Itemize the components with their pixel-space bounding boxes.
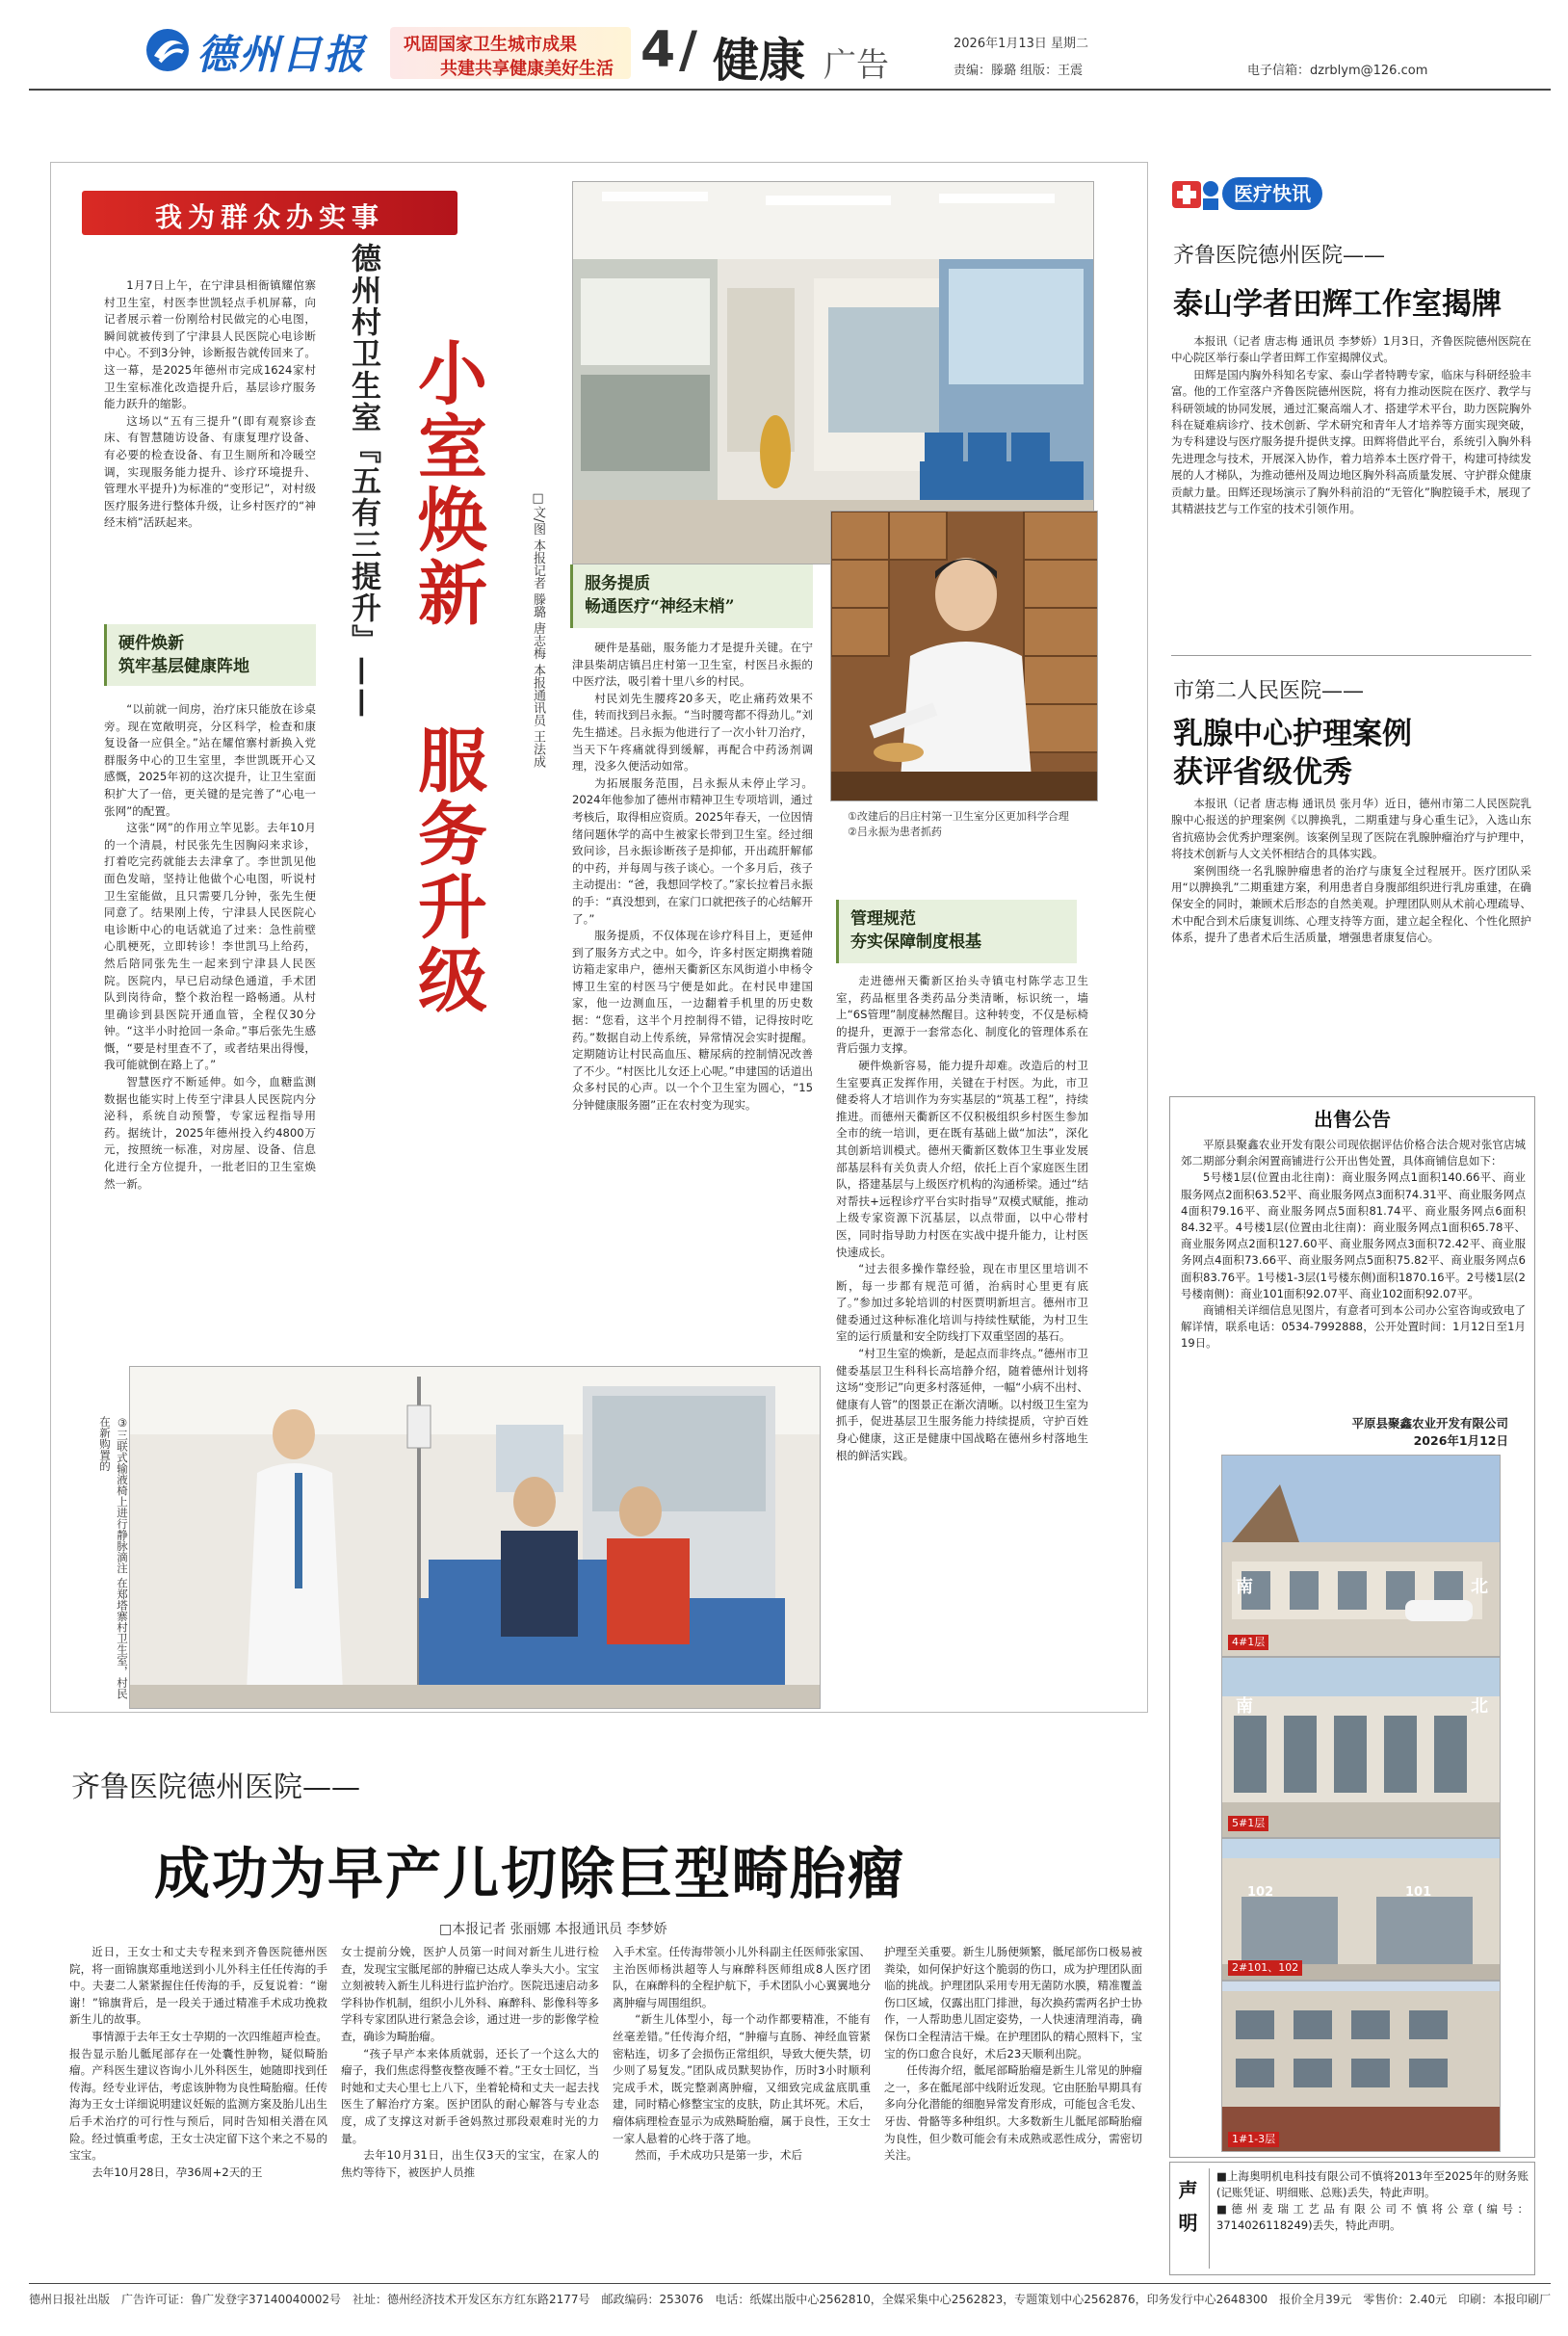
- notice-body: [1216, 2168, 1529, 2234]
- feature-byline: □文/图 本报记者 滕璐 唐志梅 本报通讯员 王法成: [531, 491, 545, 769]
- south-label: 南: [1236, 1696, 1253, 1717]
- shop-photo-building5: [1221, 1657, 1501, 1838]
- medical-news-icon: [1170, 175, 1220, 214]
- section1-body: [104, 701, 316, 1333]
- shop-photo-building4: [1221, 1455, 1501, 1657]
- feature-title-b: 服务升级: [406, 724, 487, 1017]
- doctor-dispensing-photo: [830, 511, 1098, 801]
- section2-heading-line1: 服务提质: [585, 574, 650, 593]
- section3-heading-line1: 管理规范: [850, 909, 916, 929]
- infusion-chair-photo: [129, 1366, 821, 1709]
- shop-number-101: 101: [1405, 1885, 1432, 1900]
- section2-paragraph: 村民刘先生腰疼20多天，吃止痛药效果不佳，转而找到吕永振。“当时腰弯都不得劲儿。”刘先生描述。吕永振为他进行了一次小针刀治疗，当天下午疼痛就得到缓解，再配合中药汤剂调理，没多久便活动如常。: [572, 691, 813, 774]
- shop-photo-building1: [1221, 1981, 1501, 2152]
- bottom-paragraph: “新生儿体型小，每一个动作都要精准，不能有丝毫差错。”任传海介绍，“肿瘤与直肠、神经血管紧密粘连，切多了会损伤正常组织，导致大便失禁，切少则了易复发。”团队成员默契协作，历时3小时顺利完成手术，既完整剥离肿瘤，又细致完成盆底肌重建，同时精心修整宝宝的皮肤，防止其坏死。术后，瘤体病理检查显示为成熟畸胎瘤，属于良性，王女士一家人悬着的心终于落了地。: [613, 2012, 871, 2145]
- news1-body: [1171, 333, 1531, 653]
- intro-column: [104, 277, 316, 586]
- section1-paragraph: 智慧医疗不断延伸。如今，血糖监测数据也能实时上传至宁津县人民医院内分泌科，系统自动预警，专家远程指导用药。据统计，2025年德州投入约4800万元，按照统一标准，对房屋、设备、信息化进行全方位提升，一批老旧的卫生室焕然一新。: [104, 1075, 316, 1191]
- section1-paragraph: 这张“网”的作用立竿见影。去年10月的一个清晨，村民张先生因胸闷来求诊，打着吃完药就能去去津拿了。李世凯见他面色发暗，坚持让他做个心电图，听说村卫生室能做，且只需要几分钟，张先生便同意了。结果刚上传，宁津县人民医院心电诊断中心的电话就追了过来：急性前壁心肌梗死，立即转诊！李世凯马上给药，然后陪同张先生一起来到宁津县人民医院。医院内，早已启动绿色通道，手术团队到岗待命，整个救治程一路畅通。从村里确诊到县医院开通血管，全程仅30分钟。“这半小时抢回一条命。”事后张先生感慨，“要是村里查不了，或者结果出得慢，我可能就倒在路上了。”: [104, 821, 316, 1072]
- page-separator: /: [679, 21, 697, 79]
- sale-paragraph: 平原县聚鑫农业开发有限公司现依据评估价格合法合规对张官店城郊二期部分剩余闲置商铺进行公开出售处置，具体商铺信息如下：: [1181, 1138, 1526, 1168]
- photo-caption-line2: ②吕永振为患者抓药: [848, 826, 942, 839]
- section2-heading-line2: 畅通医疗“神经末梢”: [585, 597, 735, 617]
- feature-kicker: 德州村卫生室『五有三提升』——: [346, 243, 380, 720]
- section3-body: [836, 973, 1088, 1699]
- section2-paragraph: 服务提质，不仅体现在诊疗科目上，更延伸到了服务方式之中。如今，许多村医定期携着随访箱走家串户，德州天衢新区东风街道小申杨令博卫生室的村医马宁便是如此。在村民申建国家，他一边测血压，一边翻着手机里的历史数据：“您看，这半个月控制得不错，记得按时吃药。”数据自动上传系统，异常情况会实时提醒。定期随访让村民高血压、糖尿病的控制情况改善了不少。“村医比儿女还上心呢。”申建国的话道出众多村民的心声。以一个个卫生室为圆心，“15分钟健康服务圈”正在农村变为现实。: [572, 929, 813, 1113]
- news-label: [1222, 177, 1322, 210]
- news1-paragraph: 田辉是国内胸外科知名专家、泰山学者特聘专家，临床与科研经验丰富。他的工作室落户齐鲁医院德州医院，将有力推动医院在医疗、教学与科研领域的协同发展，通过汇聚高端人才、搭建学术平台，助力医院胸外科在疑难病诊疗、技术创新、学术研究和青年人才培养等方面实现突破，为专科建设与医疗服务提升提供支撑。田辉将借此平台，系统引入胸外科先进理念与技术，开展深入协作，着力培养本土医疗骨干，构建可持续发展的人才梯队，为推动德州及周边地区胸外科高质量发展、守护群众健康贡献力量。田辉还现场演示了胸外科前沿的“无管化”胸腔镜手术，展现了其精湛技艺与工作室的技术引领作用。: [1171, 367, 1531, 516]
- slogan-line-1: 巩固国家卫生城市成果: [404, 35, 577, 55]
- section1-heading-line1: 硬件焕新: [118, 634, 184, 653]
- editor-credit: 责编：滕璐 组版：王震: [954, 64, 1084, 78]
- notice-label: 声明: [1175, 2180, 1198, 2245]
- photo-tag: 2#101、102: [1228, 1960, 1302, 1976]
- section1-heading-line2: 筑牢基层健康阵地: [118, 657, 249, 676]
- section3-paragraph: “村卫生室的焕新，是起点而非终点。”德州市卫健委基层卫生科科长高培静介绍，随着德州计划将这场“变形记”向更多村落延伸，一幅“小病不出村、健康有人管”的图景正在渐次清晰。以村级卫生室为抓手，促进基层卫生服务能力持续提质，守护百姓身心健康，这正是健康中国战略在德州乡村落地生根的鲜活实践。: [836, 1347, 1088, 1462]
- shop-photo-building2: [1221, 1838, 1501, 1981]
- notice-line: ■上海奥明机电科技有限公司不慎将2013年至2025年的财务账(记账凭证、明细账、总账)丢失，特此声明。: [1216, 2169, 1529, 2199]
- bottom-paragraph: 去年10月28日，孕36周+2天的王: [91, 2165, 263, 2179]
- logo-emblem-icon: [144, 27, 191, 73]
- north-label: 北: [1471, 1696, 1488, 1717]
- bottom-paragraph: 事情源于去年王女士孕期的一次四维超声检查。报告显示胎儿骶尾部存在一处囊性肿物，疑似畸胎瘤。产科医生建议咨询小儿外科医生，她随即找到任传海。经专业评估，考虑该肿物为良性畸胎瘤。任传海为王女士详细说明建议妊娠的监测方案及胎儿出生后手术治疗的可行性与预后，同时告知相关潜在风险。经过慎重考虑，王女士决定留下这个来之不易的宝宝。: [69, 2029, 327, 2163]
- email: 电子信箱：dzrblym@126.com: [1247, 64, 1428, 78]
- masthead: [144, 21, 1551, 89]
- sale-title: 出售公告: [1314, 1108, 1391, 1131]
- page-number: 4: [640, 21, 676, 79]
- bottom-paragraph: 入手术室。任传海带领小儿外科副主任医师张家国、主治医师杨洪超等人与麻醉科医师组成8人医疗团队，在麻醉科的全程护航下，手术团队小心翼翼地分离肿瘤与周围组织。: [613, 1945, 871, 2009]
- news1-kicker: 齐鲁医院德州医院——: [1173, 244, 1386, 268]
- bottom-byline: □本报记者 张丽娜 本报通讯员 李梦娇: [439, 1922, 667, 1937]
- bottom-kicker: 齐鲁医院德州医院——: [71, 1771, 360, 1804]
- news-label-text: 医疗快讯: [1234, 182, 1311, 205]
- bottom-paragraph: 去年10月31日，出生仅3天的宝宝，在家人的焦灼等待下，被医护人员推: [341, 2148, 599, 2179]
- news2-title-line2: 获评省级优秀: [1173, 755, 1352, 790]
- bottom-col-1: [69, 1944, 327, 2252]
- footer-imprint: 德州日报社出版 广告许可证：鲁广发登字37140040002号 社址：德州经济技术开发区东方红东路2177号 邮政编码：253076 电话：纸媒出版中心2562810，全媒采集中心2562823，专题策划中心2562876，印务发行中心2648300 报价全月39元 零售价：2.40元 印刷：本报印刷厂: [29, 2293, 1551, 2306]
- shop-number-102: 102: [1247, 1885, 1274, 1900]
- ad-mark: 广告: [823, 46, 889, 85]
- news2-kicker: 市第二人民医院——: [1173, 679, 1365, 703]
- news-label-box: [1170, 173, 1392, 216]
- section2-heading: [570, 564, 813, 628]
- intro-paragraph: 这场以“五有三提升”(即有观察诊查床、有智慧随访设备、有康复理疗设备、有必要的检查设备、有卫生厕所和冷暖空调，实现服务能力提升、诊疗环境提升、管理水平提升)为标准的“变形记”，对村级医疗服务进行整体升级，让乡村医疗的“神经末梢”活跃起来。: [104, 413, 316, 530]
- section1-paragraph: “以前就一间房，治疗床只能放在诊桌旁。现在宽敞明亮，分区科学，检查和康复设备一应俱全。”站在耀倌寨村新换入党群服务中心的卫生室里，李世凯既开心又感慨，2025年初的这次提升，让卫生室面积扩大了一倍，更关键的是完善了“心电一张网”的配置。: [104, 702, 316, 818]
- newspaper-logo: 德州日报: [196, 31, 367, 78]
- bottom-title: 成功为早产儿切除巨型畸胎瘤: [154, 1841, 906, 1906]
- footer-rule: [29, 2283, 1551, 2284]
- slogan-box: [390, 27, 631, 79]
- bottom-col-2: [341, 1944, 599, 2252]
- banner: [82, 191, 457, 235]
- bottom-paragraph: 女士提前分娩，医护人员第一时间对新生儿进行检查，发现宝宝骶尾部的肿瘤已达成人拳头大小。宝宝立刻被转入新生儿科进行监护治疗。医院迅速启动多学科协作机制，组织小儿外科、麻醉科、影像科等多学科专家团队进行紧急会诊，通过进一步的影像学检查，确诊为畸胎瘤。: [341, 1945, 599, 2043]
- news1-paragraph: 本报讯（记者 唐志梅 通讯员 李梦娇）1月3日，齐鲁医院德州医院在中心院区举行泰山学者田辉工作室揭牌仪式。: [1171, 334, 1531, 365]
- section1-heading: [104, 624, 316, 686]
- section2-paragraph: 硬件是基础，服务能力才是提升关键。在宁津县柴胡店镇吕庄村第一卫生室，村医吕永振的中医疗法，吸引着十里八乡的村民。: [572, 641, 813, 689]
- section3-paragraph: 硬件焕新容易，能力提升却难。改造后的村卫生室要真正发挥作用，关键在于村医。为此，市卫健委将人才培训作为夯实基层的“筑基工程”，持续推进。而德州天衢新区不仅积极组织乡村医生参加全市的统一培训，更在既有基础上做“加法”，深化其创新培训模式。德州天衢新区数体卫生事业发展部基层科有关负责人介绍，依托上百个家庭医生团队，搭建基层与上级医疗机构的沟通桥梁。通过“结对帮扶+远程诊疗平台实时指导”双模式赋能，推动上级专家资源下沉基层，以点带面，以中心带村医，同时指导助力村医在实战中提升能力，让村医快速成长。: [836, 1058, 1088, 1259]
- bottom-col-3: [613, 1944, 871, 2252]
- section3-heading: [836, 900, 1077, 963]
- issue-date: 2026年1月13日 星期二: [954, 37, 1089, 51]
- news1-title: 泰山学者田辉工作室揭牌: [1173, 287, 1502, 322]
- bottom-paragraph: 护理至关重要。新生儿肠便频繁，骶尾部伤口极易被粪染，如何保护好这个脆弱的伤口，成为护理团队面临的挑战。护理团队采用专用无菌防水膜，精准覆盖伤口区域，仅露出肛门排泄，每次换药需两名护士协作，一人帮助患儿固定姿势，一人快速清理消毒，确保伤口全程清洁干燥。在护理团队的精心照料下，宝宝的伤口愈合良好，术后23天顺利出院。: [884, 1945, 1142, 2060]
- intro-paragraph: 1月7日上午，在宁津县相衙镇耀倌寨村卫生室，村医李世凯轻点手机屏幕，向记者展示着一份刚给村民做完的心电图，瞬间就被传到了宁津县人民医院心电诊断中心。不到3分钟，诊断报告就传回来了。这一幕，是2025年德州市完成1624家村卫生室标准化改造提升后，基层诊疗服务能力跃升的缩影。: [104, 278, 316, 411]
- sale-date: 2026年1月12日: [1413, 1433, 1508, 1448]
- news2-title-line1: 乳腺中心护理案例: [1173, 717, 1412, 751]
- sale-paragraph: 5号楼1层(位置由北往南)：商业服务网点1面积140.66平、商业服务网点2面积63.52平、商业服务网点3面积74.31平、商业服务网点4面积79.16平、商业服务网点5面积81.74平、商业服务网点6面积84.32平。4号楼1层(位置由北往南)：商业服务网点1面积65.78平、商业服务网点2面积127.60平、商业服务网点3面积72.42平、商业服务网点4面积73.66平、商业服务网点5面积75.82平、商业服务网点6面积83.76平。1号楼1-3层(1号楼东侧)面积1870.16平。2号楼1层(2号楼南侧)：商业101面积92.07平、商业102面积92.07平。: [1181, 1170, 1526, 1300]
- clinic-interior-photo: [572, 181, 1094, 564]
- notice-divider: [1209, 2168, 1210, 2269]
- banner-text: 我为群众办实事: [154, 201, 384, 233]
- sale-signature: 平原县聚鑫农业开发有限公司: [1351, 1416, 1508, 1430]
- section2-body: [572, 640, 813, 1329]
- news2-body: [1171, 796, 1531, 1087]
- news-divider: [1171, 655, 1531, 656]
- south-label: 南: [1236, 1577, 1253, 1597]
- notice-box: [1169, 2162, 1535, 2275]
- news2-paragraph: 案例围绕一名乳腺肿瘤患者的治疗与康复全过程展开。医疗团队采用“以脾换乳”二期重建方案，利用患者自身腹部组织进行乳房重建，在确保安全的同时，兼顾术后形态的自然美观。护理团队则从术前心理疏导、术中配合到术后康复训练、心理支持等方面，建立起全程化、个性化照护体系，提升了患者术后生活质量，增强患者康复信心。: [1171, 863, 1531, 945]
- photo-caption-line1: ①改建后的吕庄村第一卫生室分区更加科学合理: [848, 810, 1069, 823]
- bottom-col-4: [884, 1944, 1142, 2252]
- north-label: 北: [1471, 1577, 1488, 1597]
- sale-body: [1181, 1137, 1526, 1426]
- photo-tag: 1#1-3层: [1228, 2132, 1279, 2147]
- infusion-photo-caption: ③三联式输液椅上进行静脉滴注 在郑塔寨村卫生室，村民在新购置的: [98, 1416, 129, 1699]
- section-title: 健康: [713, 34, 806, 88]
- masthead-rule: [29, 89, 1551, 91]
- section3-heading-line2: 夯实保障制度根基: [850, 932, 981, 952]
- section3-paragraph: 走进德州天衢新区抬头寺镇屯村陈学志卫生室，药品框里各类药品分类清晰，标识统一，墙上“6S管理”制度赫然醒目。这种转变，不仅是标椅的提升，更源于一套常态化、制度化的管理体系在背后强力支撑。: [836, 974, 1088, 1056]
- bottom-paragraph: 然而，手术成功只是第一步，术后: [635, 2148, 803, 2163]
- bottom-paragraph: 近日，王女士和丈夫专程来到齐鲁医院德州医院，将一面锦旗郑重地送到小儿外科主任任传海的手中。夫妻二人紧紧握住任传海的手，反复说着：“谢谢！”锦旗背后，是一段关于通过精准手术成功挽救新生儿的故事。: [69, 1945, 327, 2027]
- sale-paragraph: 商铺相关详细信息见图片，有意者可到本公司办公室咨询或致电了解详情，联系电话：0534-7992888，公开处置时间：1月12日至1月19日。: [1181, 1303, 1526, 1351]
- photo-tag: 4#1层: [1228, 1635, 1268, 1650]
- section3-paragraph: “过去很多操作靠经验，现在市里区里培训不断，每一步都有规范可循，治病时心里更有底了。”参加过多轮培训的村医贾明新坦言。德州市卫健委通过这种标准化培训与持续性赋能，为村卫生室的运行质量和安全防线打下双重坚固的基石。: [836, 1262, 1088, 1344]
- news2-paragraph: 本报讯（记者 唐志梅 通讯员 张月华）近日，德州市第二人民医院乳腺中心报送的护理案例《以脾换乳，二期重建与身心重生记》，入选山东省抗癌协会优秀护理案例。该案例呈现了医院在乳腺肿瘤治疗与护理中，将技术创新与人文关怀相结合的具体实践。: [1171, 797, 1531, 861]
- photo-tag: 5#1层: [1228, 1816, 1268, 1831]
- bottom-paragraph: “孩子早产本来体质就弱，还长了一个这么大的瘤子，我们焦虑得整夜整夜睡不着。”王女士回忆，当时她和丈夫心里七上八下，坐着轮椅和丈夫一起去找医生了解治疗方案。医护团队的耐心解答与专业态度，成了支撑这对新手爸妈熬过那段艰难时光的力量。: [341, 2046, 599, 2145]
- photo-caption: [848, 809, 1088, 841]
- section2-paragraph: 为拓展服务范围，吕永振从未停止学习。2024年他参加了德州市精神卫生专项培训，通过考核后，取得相应资质。2025年春天，一位因情绪问题休学的高中生被家长带到卫生室。经过细致问诊，吕永振诊断孩子是抑郁，开出疏肝解郁的中药，并每周与孩子谈心。一个多月后，孩子主动提出：“爸，我想回学校了。”家长拉着吕永振的手：“真没想到，在家门口就把孩子的心结解开了。”: [572, 775, 813, 926]
- slogan-line-2: 共建共享健康美好生活: [440, 59, 614, 79]
- feature-title-a: 小室焕新: [406, 337, 487, 630]
- notice-line: ■德州麦瑞工艺品有限公司不慎将公章(编号：3714026118249)丢失，特此声明。: [1216, 2202, 1529, 2232]
- bottom-paragraph: 任传海介绍，骶尾部畸胎瘤是新生儿常见的肿瘤之一，多在骶尾部中线附近发现。它由胚胎早期具有多向分化潜能的细胞异常发育形成，可能包含毛发、牙齿、骨骼等多种组织。大多数新生儿骶尾部畸胎瘤为良性，但少数可能会有未成熟或恶性成分，需密切关注。: [884, 2063, 1142, 2163]
